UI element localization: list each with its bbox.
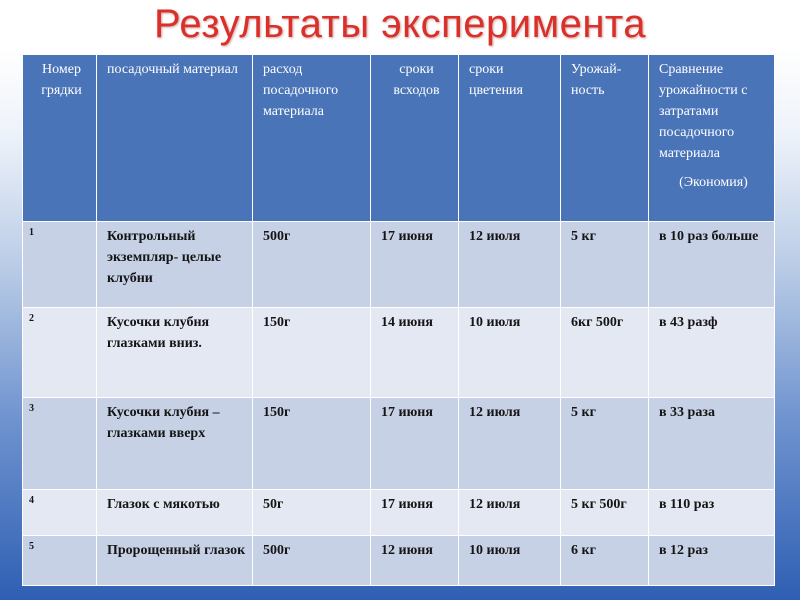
cell-flowering-date: 12 июля xyxy=(459,398,561,490)
cell-bed-number: 4 xyxy=(23,490,97,536)
cell-flowering-date: 12 июля xyxy=(459,222,561,308)
table-row xyxy=(23,398,775,490)
cell-yield: 6 кг xyxy=(561,536,649,586)
table-row xyxy=(23,490,775,536)
cell-planting-material: Пророщенный глазок xyxy=(97,536,253,586)
cell-comparison: в 33 раза xyxy=(649,398,775,490)
table-row xyxy=(23,308,775,398)
cell-consumption: 500г xyxy=(253,536,371,586)
header-row xyxy=(23,55,775,222)
header-sprouting-dates: сроки всходов xyxy=(371,55,459,222)
slide-title: Результаты эксперимента xyxy=(153,2,647,46)
cell-consumption: 150г xyxy=(253,398,371,490)
header-economy-note: (Экономия) xyxy=(679,175,748,190)
cell-comparison: в 10 раз больше xyxy=(649,222,775,308)
cell-comparison: в 110 раз xyxy=(649,490,775,536)
cell-consumption: 500г xyxy=(253,222,371,308)
cell-flowering-date: 10 июля xyxy=(459,308,561,398)
header-planting-material: посадочный материал xyxy=(97,55,253,222)
cell-planting-material: Глазок с мякотью xyxy=(97,490,253,536)
cell-comparison: в 43 разф xyxy=(649,308,775,398)
cell-sprouting-date: 12 июня xyxy=(371,536,459,586)
cell-yield: 5 кг xyxy=(561,222,649,308)
cell-flowering-date: 12 июля xyxy=(459,490,561,536)
cell-sprouting-date: 14 июня xyxy=(371,308,459,398)
cell-planting-material: Кусочки клубня глазками вниз. xyxy=(97,308,253,398)
header-bed-number: Номер грядки xyxy=(23,55,97,222)
cell-bed-number: 2 xyxy=(23,308,97,398)
cell-bed-number: 5 xyxy=(23,536,97,586)
cell-consumption: 50г xyxy=(253,490,371,536)
header-comparison xyxy=(649,55,775,222)
cell-yield: 6кг 500г xyxy=(561,308,649,398)
header-flowering-dates: сроки цветения xyxy=(459,55,561,222)
cell-sprouting-date: 17 июня xyxy=(371,490,459,536)
cell-consumption: 150г xyxy=(253,308,371,398)
cell-comparison: в 12 раз xyxy=(649,536,775,586)
cell-yield: 5 кг xyxy=(561,398,649,490)
results-table xyxy=(22,54,775,586)
cell-bed-number: 3 xyxy=(23,398,97,490)
cell-yield: 5 кг 500г xyxy=(561,490,649,536)
table-row xyxy=(23,536,775,586)
header-yield: Урожай-ность xyxy=(561,55,649,222)
cell-flowering-date: 10 июля xyxy=(459,536,561,586)
cell-sprouting-date: 17 июня xyxy=(371,222,459,308)
cell-sprouting-date: 17 июня xyxy=(371,398,459,490)
cell-planting-material: Кусочки клубня – глазками вверх xyxy=(97,398,253,490)
cell-planting-material: Контрольный экземпляр- целые клубни xyxy=(97,222,253,308)
header-comparison-text: Сравнение урожайности с затратами посадочного материала xyxy=(659,62,748,161)
cell-bed-number: 1 xyxy=(23,222,97,308)
header-material-consumption: расход посадочного материала xyxy=(253,55,371,222)
table-row xyxy=(23,222,775,308)
